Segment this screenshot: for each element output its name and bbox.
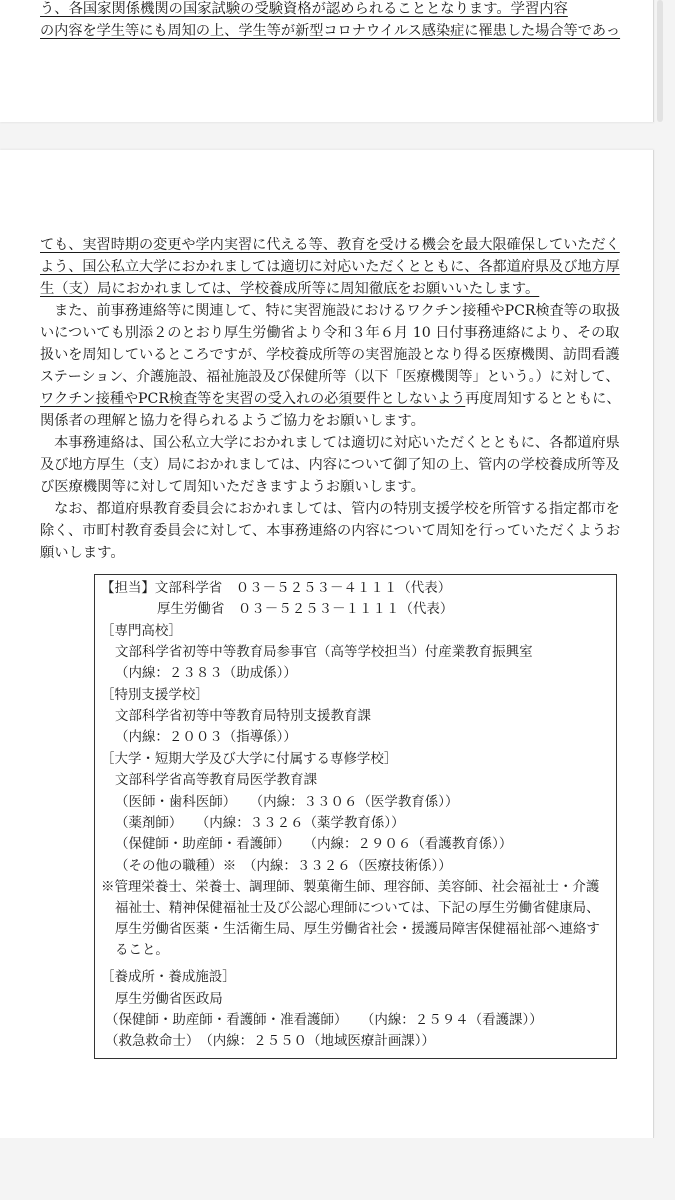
contact-line: ［養成所・養成施設］ <box>101 969 236 985</box>
text-line: 除く、市町村教育委員会に対して、本事務連絡の内容について周知を行っていただくようお <box>40 523 621 539</box>
text-line: 生（支）局におかれましては、学校養成所等に周知徹底をお願いいたします。 <box>40 281 540 297</box>
text-line: 関係者の理解と協力を得られるようご協力をお願いします。 <box>40 413 425 429</box>
text-line: なお、都道府県教育委員会におかれましては、管内の特別支援学校を所管する指定都市を <box>40 501 620 517</box>
text-line: よう、国公私立大学におかれましては適切に対応いただくとともに、各都道府県及び地方厚 <box>40 259 620 275</box>
contact-line: 文部科学省初等中等教育局特別支援教育課 <box>115 708 371 724</box>
contact-line: （内線：２００３（指導係）） <box>115 729 297 745</box>
text-line: ても、実習時期の変更や学内実習に代える等、教育を受ける機会を最大限確保していただく <box>40 237 620 253</box>
contact-line: ［大学・短期大学及び大学に付属する専修学校］ <box>101 751 398 767</box>
contact-line: 厚生労働省医薬・生活衛生局、厚生労働省社会・援護局障害保健福祉部へ連絡す <box>115 921 600 937</box>
contact-line: （保健師・助産師・看護師・准看護師） （内線：２５９４（看護課）） <box>105 1012 543 1028</box>
contact-line: （保健師・助産師・看護師） （内線：２９０６（看護教育係）） <box>115 836 513 852</box>
text-line <box>40 388 620 410</box>
text-line: う、各国家関係機関の国家試験の受験資格が認められることとなります。学習内容 <box>40 1 568 17</box>
text-line: いについても別添２のとおり厚生労働省より令和３年６月 10 日付事務連絡により、その取 <box>40 325 620 341</box>
contact-line: 【担当】文部科学省 ０３－５２５３－４１１１（代表） <box>101 580 452 596</box>
text-span: 再度周知するとともに、 <box>465 391 621 407</box>
contact-box <box>94 574 617 1059</box>
contact-line: （救急救命士） （内線：２５５０（地域医療計画課）） <box>105 1033 435 1049</box>
text-line: 本事務連絡は、国公私立大学におかれましては適切に対応いただくとともに、各都道府県 <box>40 435 620 451</box>
document-page <box>0 150 654 1138</box>
contact-line: （薬剤師） （内線：３３２６（薬学教育係）） <box>115 815 405 831</box>
emphasis-text: ワクチン接種やPCR検査等を実習の受入れの必須要件としないよう <box>40 391 466 407</box>
previous-page <box>0 0 654 122</box>
text-line: また、前事務連絡等に関連して、特に実習施設におけるワクチン接種やPCR検査等の取扱 <box>40 303 621 319</box>
contact-line: 文部科学省高等教育局医学教育課 <box>115 772 318 788</box>
contact-line: 福祉士、精神保健福祉士及び公認心理師については、下記の厚生労働省健康局、 <box>115 900 600 916</box>
text-line: び医療機関等に対して周知いただきますようお願いします。 <box>40 479 425 495</box>
contact-line: （その他の職種）※ （内線：３３２６（医療技術係）） <box>115 858 452 874</box>
contact-line: ※管理栄養士、栄養士、調理師、製菓衛生師、理容師、美容師、社会福祉士・介護 <box>101 879 600 895</box>
contact-line: 文部科学省初等中等教育局参事官（高等学校担当）付産業教育振興室 <box>115 644 533 660</box>
contact-line: ［専門高校］ <box>101 623 182 639</box>
contact-line: 厚生労働省医政局 <box>115 991 223 1007</box>
contact-line: ること。 <box>115 942 169 958</box>
text-line: 扱いを周知しているところですが、学校養成所等の実習施設となり得る医療機関、訪問看護 <box>40 347 620 363</box>
text-line: 願いします。 <box>40 545 125 561</box>
contact-line: ［特別支援学校］ <box>101 687 209 703</box>
text-line: の内容を学生等にも周知の上、学生等が新型コロナウイルス感染症に罹患した場合等であっ <box>40 23 621 39</box>
contact-line: （医師・歯科医師） （内線：３３０６（医学教育係）） <box>115 794 459 810</box>
scrollbar[interactable] <box>657 0 663 122</box>
contact-line: 厚生労働省 ０３－５２５３－１１１１（代表） <box>157 601 454 617</box>
contact-line: （内線：２３８３（助成係）） <box>115 665 297 681</box>
text-line: ステーション、介護施設、福祉施設及び保健所等（以下「医療機関等」という。）に対して、 <box>40 369 620 385</box>
text-line: 及び地方厚生（支）局におかれましては、内容について御了知の上、管内の学校養成所等及 <box>40 457 620 473</box>
